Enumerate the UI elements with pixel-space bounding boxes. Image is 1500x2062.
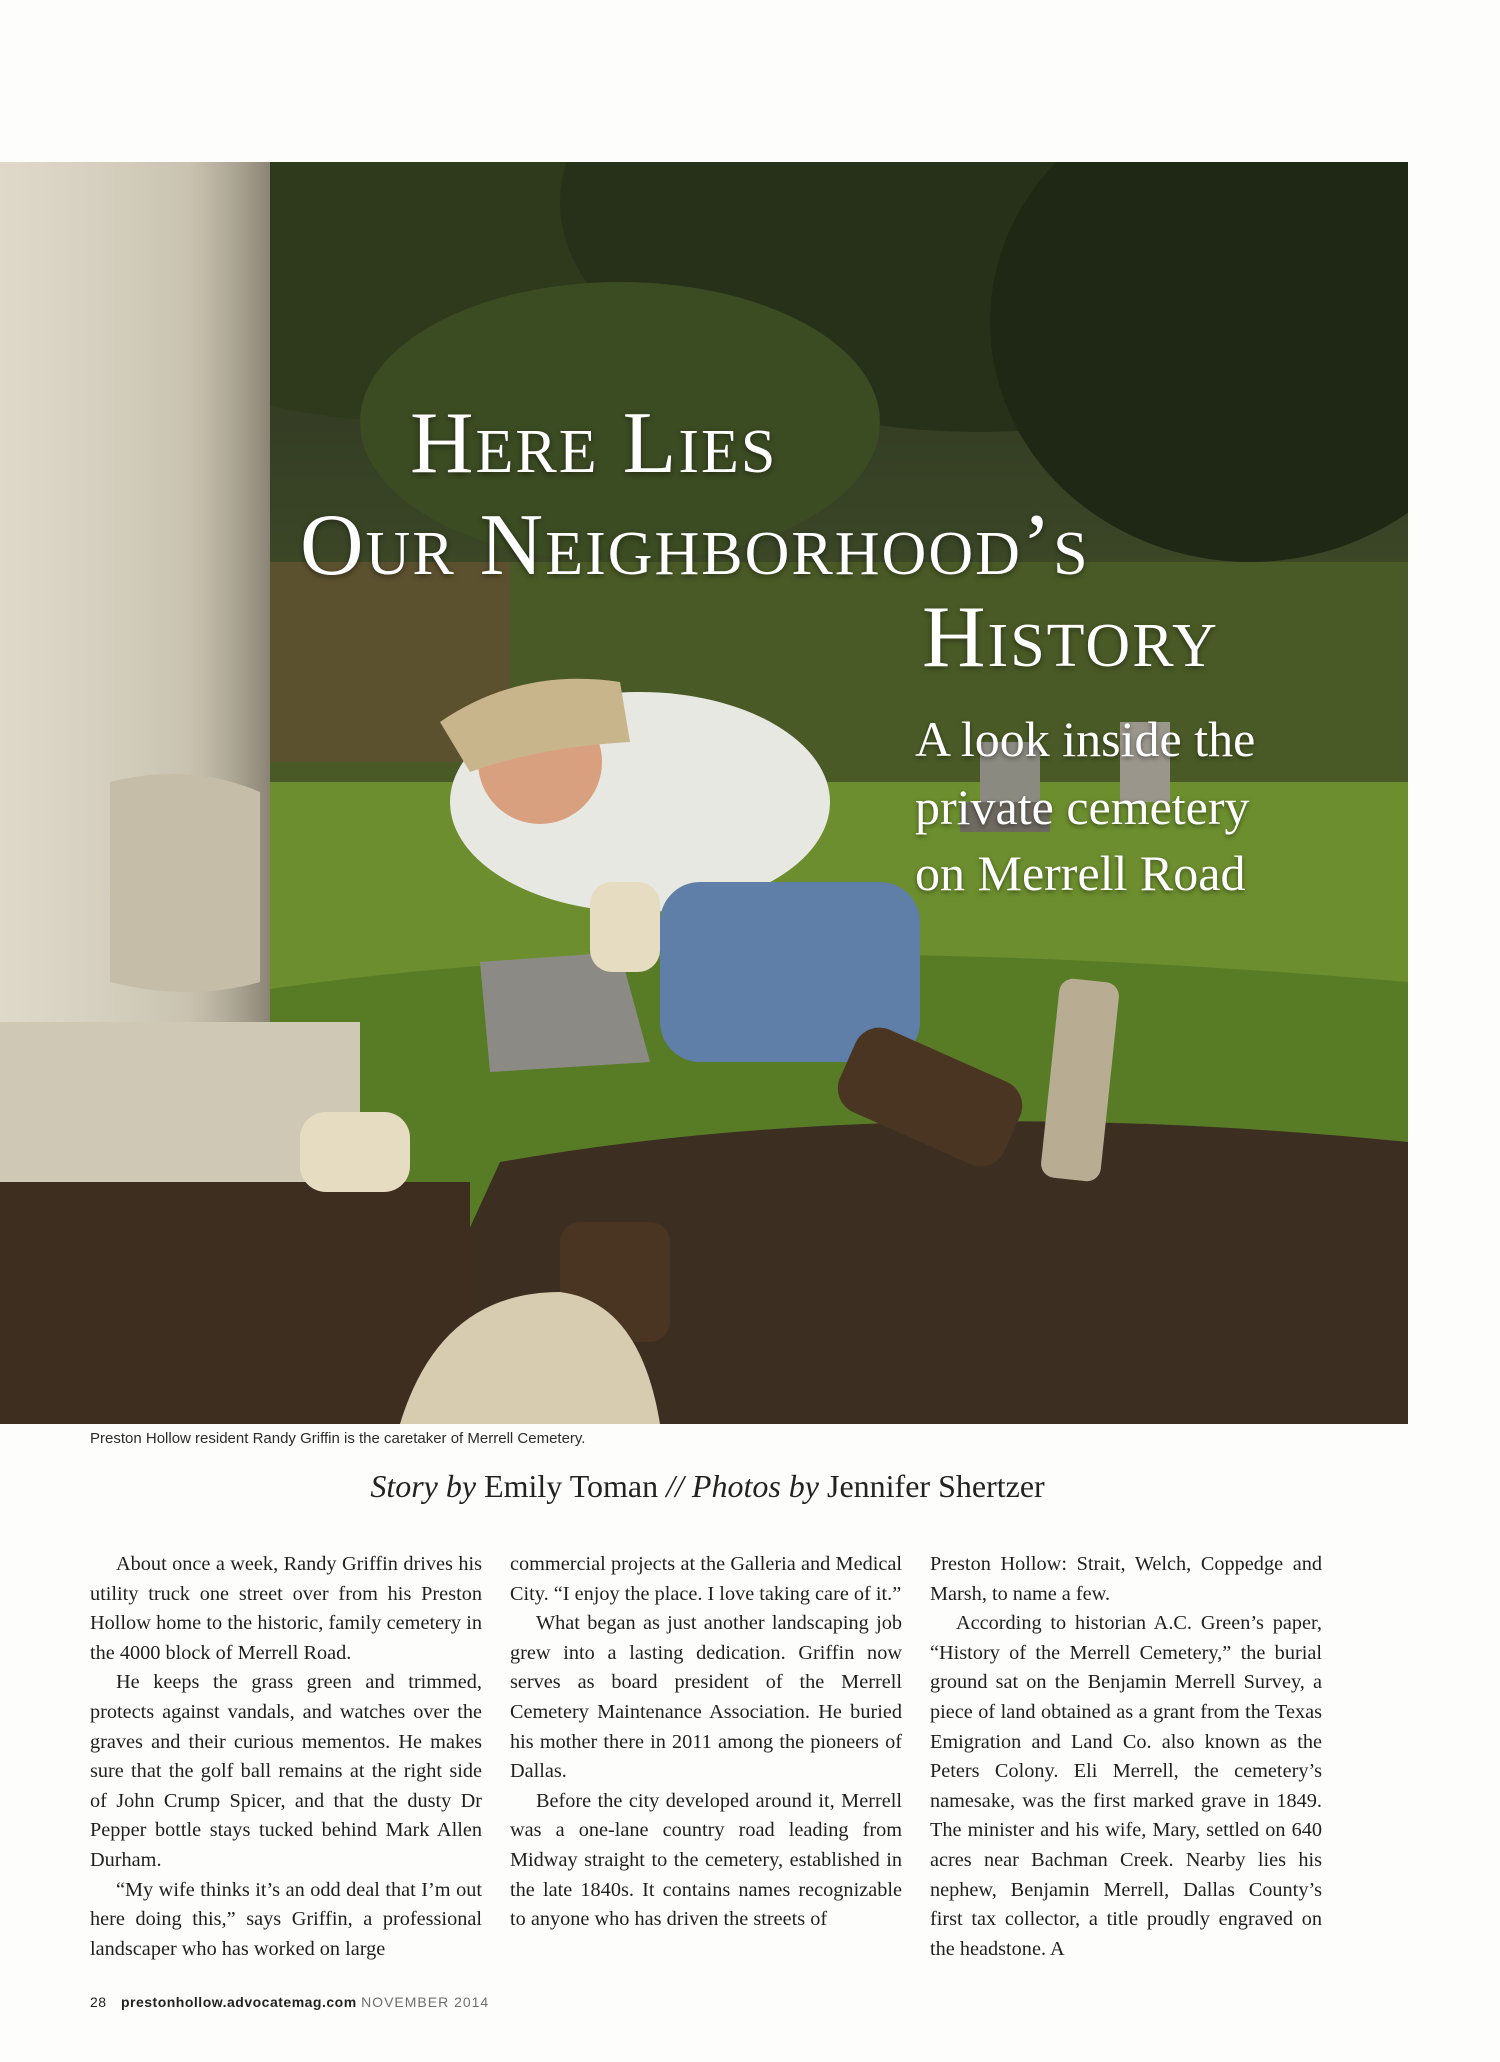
paragraph: Preston Hollow: Strait, Welch, Coppedge and Marsh, to name a few. — [930, 1553, 1322, 1605]
byline — [0, 1468, 1415, 1505]
paragraph: Before the city developed around it, Merrell was a one-lane country road leading from Midway straight to the cemetery, established in the late 1840s. It contains names recognizable to anyone who has driven the streets of — [510, 1789, 902, 1931]
issue-date: NOVEMBER 2014 — [361, 1994, 490, 2010]
photographer-name: Jennifer Shertzer — [827, 1468, 1045, 1504]
article-subtitle-line-3: on Merrell Road — [915, 845, 1246, 901]
photos-label: Photos by — [691, 1468, 819, 1504]
byline-separator: // — [666, 1468, 684, 1504]
photo-caption: Preston Hollow resident Randy Griffin is the caretaker of Merrell Cemetery. — [90, 1430, 586, 1447]
author-name: Emily Toman — [484, 1468, 659, 1504]
hero-photo — [0, 162, 1408, 1424]
paragraph: commercial projects at the Galleria and Medical City. “I enjoy the place. I love taking care of it.” — [510, 1553, 902, 1605]
article-title-line-2: Our Neighborhood’s — [300, 497, 1090, 594]
text-column-3 — [930, 1550, 1322, 1964]
paragraph: About once a week, Randy Griffin drives his utility truck one street over from his Preston Hollow home to the historic, family cemetery in the 4000 block of Merrell Road. — [90, 1553, 482, 1664]
story-label: Story by — [370, 1468, 477, 1504]
article-subtitle-line-2: private cemetery — [915, 779, 1250, 835]
paragraph: He keeps the grass green and trimmed, protects against vandals, and watches over the graves and their curious mementos. He makes sure that the golf ball remains at the right side of John Crump Spicer, and that the dusty Dr Pepper bottle stays tucked behind Mark Allen Durham. — [90, 1671, 482, 1871]
text-column-2 — [510, 1550, 902, 1935]
article-subtitle-line-1: A look inside the — [915, 711, 1256, 767]
text-column-1 — [90, 1550, 482, 1964]
paragraph: “My wife thinks it’s an odd deal that I’m out here doing this,” says Griffin, a professional landscaper who has worked on large — [90, 1878, 482, 1960]
website-link[interactable]: prestonhollow.advocatemag.com — [120, 1994, 357, 2010]
paragraph: What began as just another landscaping job grew into a lasting dedication. Griffin now serves as board president of the Merrell Cemetery Maintenance Association. He buried his mother there in 2011 among the pioneers of Dallas. — [510, 1612, 902, 1783]
article-title-line-3: History — [922, 589, 1219, 686]
page-footer — [90, 1994, 489, 2010]
paragraph: According to historian A.C. Green’s paper, “History of the Merrell Cemetery,” the burial ground sat on the Benjamin Merrell Survey, a piece of land obtained as a grant from the Texas Emigration and Land Co. also known as the Peters Colony. Eli Merrell, the cemetery’s namesake, was the first marked grave in 1849. The minister and his wife, Mary, settled on 640 acres near Bachman Creek. Nearby lies his nephew, Benjamin Merrell, Dallas County’s first tax collector, a title proudly engraved on the headstone. A — [930, 1612, 1322, 1960]
article-title-line-1: Here Lies — [410, 395, 778, 492]
page-number: 28 — [90, 1994, 107, 2010]
